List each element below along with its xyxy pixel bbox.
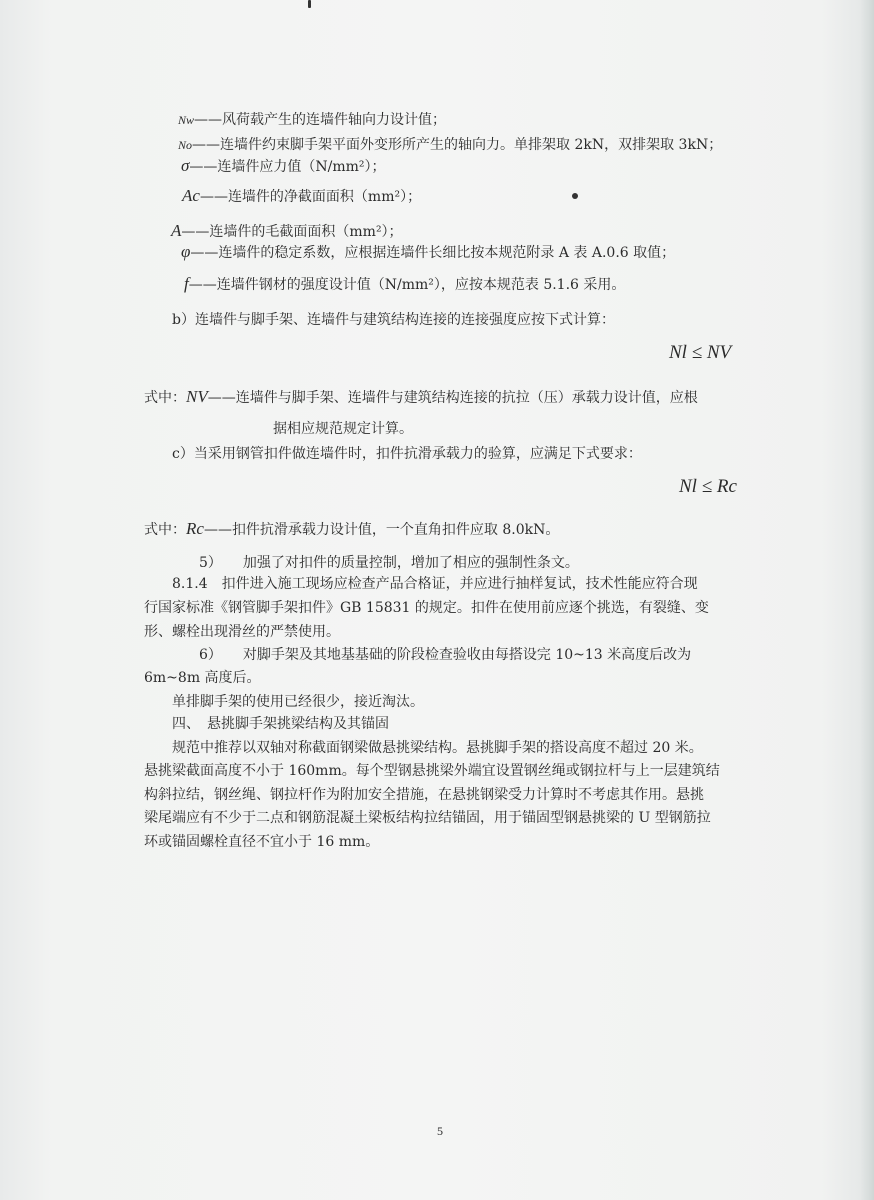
symbol-nv: NV: [186, 387, 208, 406]
scan-speck: [308, 0, 311, 8]
where-nv: [144, 388, 698, 407]
definition-text: ——连墙件约束脚手架平面外变形所产生的轴向力。单排架取 2kN，双排架取 3kN；: [192, 137, 723, 153]
cantilever-paragraph-line-1: 规范中推荐以双轴对称截面钢梁做悬挑梁结构。悬挑脚手架的搭设高度不超过 20 米。: [172, 740, 703, 756]
clause-8-1-4-line-1: 8.1.4 扣件进入施工现场应检查产品合格证，并应进行抽样复试，技术性能应符合现: [172, 576, 698, 592]
definition-no: [178, 136, 722, 154]
definition-phi: [181, 243, 675, 262]
symbol-sigma: σ: [181, 156, 190, 175]
symbol-rc: Rc: [186, 519, 204, 538]
symbol-no: No: [178, 138, 193, 152]
definition-text: ——连墙件的稳定系数，应根据连墙件长细比按本规范附录 A 表 A.0.6 取值；: [190, 245, 676, 261]
definition-text: ——扣件抗滑承载力设计值，一个直角扣件应取 8.0kN。: [203, 522, 560, 538]
paragraph-c: c）当采用钢管扣件做连墙件时，扣件抗滑承载力的验算，应满足下式要求：: [172, 446, 642, 462]
paragraph-b: b）连墙件与脚手架、连墙件与建筑结构连接的连接强度应按下式计算：: [172, 312, 615, 328]
single-row-note: 单排脚手架的使用已经很少，接近淘汰。: [172, 694, 424, 710]
clause-8-1-4-line-2: 行国家标准《钢管脚手架扣件》GB 15831 的规定。扣件在使用前应逐个挑选，有裂缝、变: [144, 600, 709, 616]
symbol-nw: Nw: [178, 113, 195, 127]
definition-text: ——连墙件应力值（N/mm²）；: [189, 159, 386, 175]
page-number: 5: [437, 1124, 443, 1138]
where-prefix: 式中：: [144, 522, 186, 538]
definition-sigma: [181, 157, 386, 176]
where-rc: [144, 520, 559, 539]
page-edge-shadow: [860, 0, 874, 1200]
symbol-ac: Ac: [182, 186, 200, 205]
definition-text: ——连墙件的净截面面积（mm²）；: [199, 189, 422, 205]
clause-8-1-4-line-3: 形、螺栓出现滑丝的严禁使用。: [144, 624, 340, 640]
item-6-line-2: 6m~8m 高度后。: [144, 670, 261, 686]
section-heading-4: 四、 悬挑脚手架挑梁结构及其锚固: [172, 716, 389, 732]
symbol-phi: φ: [181, 242, 191, 261]
item-6-line-1: 6） 对脚手架及其地基基础的阶段检查验收由每搭设完 10~13 米高度后改为: [199, 647, 692, 663]
definition-f: [184, 275, 625, 294]
cantilever-paragraph-line-5: 环或锚固螺栓直径不宜小于 16 mm。: [144, 834, 380, 850]
definition-text: ——连墙件钢材的强度设计值（N/mm²），应按本规范表 5.1.6 采用。: [188, 277, 626, 293]
definition-a: [171, 222, 403, 241]
cantilever-paragraph-line-3: 构斜拉结，钢丝绳、钢拉杆作为附加安全措施，在悬挑钢梁受力计算时不考虑其作用。悬挑: [144, 787, 704, 803]
symbol-a: A: [171, 221, 182, 240]
symbol-f: f: [184, 274, 189, 293]
definition-text: ——连墙件与脚手架、连墙件与建筑结构连接的抗拉（压）承载力设计值，应根: [207, 390, 698, 406]
cantilever-paragraph-line-2: 悬挑梁截面高度不小于 160mm。每个型钢悬挑梁外端宜设置钢丝绳或钢拉杆与上一层建筑结: [144, 763, 720, 779]
item-5: 5） 加强了对扣件的质量控制，增加了相应的强制性条文。: [199, 555, 579, 571]
where-prefix: 式中：: [144, 390, 186, 406]
formula-nl-nv: Nl ≤ NV: [669, 342, 732, 363]
scan-speck: [572, 193, 578, 199]
cantilever-paragraph-line-4: 梁尾端应有不少于二点和钢筋混凝土梁板结构拉结锚固，用于锚固型钢悬挑梁的 U 型钢筋拉: [144, 810, 711, 826]
definition-ac: [182, 187, 421, 206]
definition-text: ——风荷载产生的连墙件轴向力设计值；: [194, 112, 447, 128]
definition-nw: [178, 111, 446, 129]
where-nv-continuation: 据相应规范规定计算。: [273, 421, 413, 437]
definition-text: ——连墙件的毛截面面积（mm²）；: [181, 224, 403, 240]
formula-nl-rc: Nl ≤ Rc: [679, 476, 737, 497]
